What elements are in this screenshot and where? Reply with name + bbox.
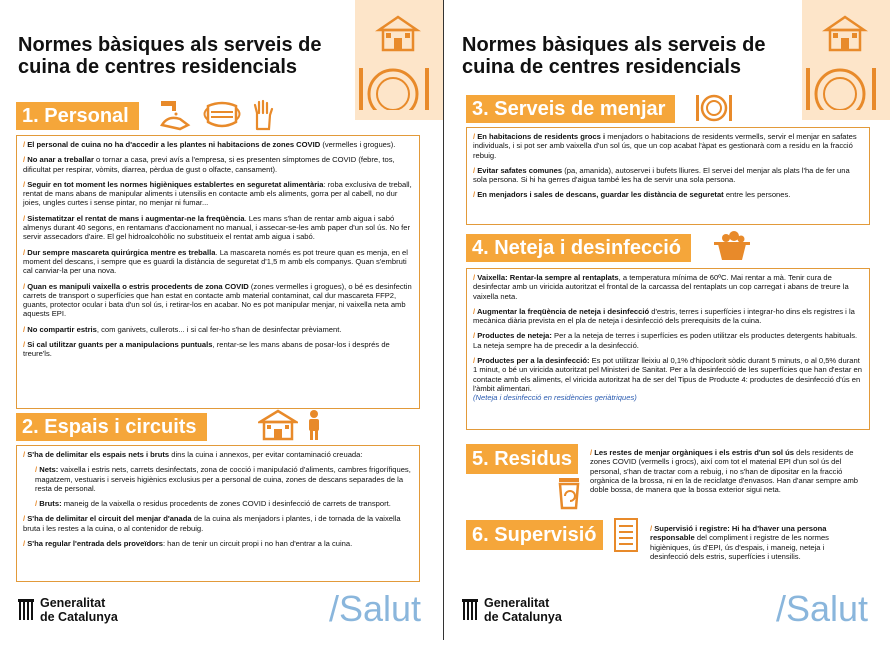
building-icon [258, 409, 298, 441]
logo-line1: Generalitat [40, 596, 106, 610]
rule-item: / Vaixella: Rentar-la sempre al rentaplats, a temperatura mínima de 60ºC. Mai rentar a mà. Tenir cura de desinfectar amb un viricida autoritzat el frontal de la carcassa del rentaplats un cop carregat i abans de treure la vaixella neta. [473, 273, 849, 301]
neteja-guide-link[interactable]: (Neteja i desinfecció en residències geriàtriques) [473, 393, 637, 403]
generalitat-logo [18, 596, 118, 624]
page-title: Normes bàsiques als serveis de cuina de centres residencials [462, 34, 766, 78]
decorative-corner [355, 0, 443, 120]
supervisio-text: / Supervisió i registre: Hi ha d'haver una persona responsable del compliment i registre de les normes higièniques, ús d'EPI, ús d'espais, i maneig, neteja i desinfecció dels estris, superfícies i utensilis. [644, 520, 870, 572]
section-heading-serveis: 3. Serveis de menjar [466, 95, 675, 123]
hand-washing-icon [158, 99, 192, 131]
plate-cutlery-icon [800, 64, 880, 110]
salut-wordmark: /Salut [328, 588, 421, 629]
person-icon [306, 409, 322, 441]
checklist-icon [614, 518, 638, 552]
rule-item: / S'ha regular l'entrada dels proveïdors: han de tenir un circuit propi i no han d'entrar a la cuina. [23, 539, 353, 549]
logo-line2: de Catalunya [484, 610, 562, 624]
page-title: Normes bàsiques als serveis de cuina de centres residencials [18, 34, 322, 78]
serveis-rules-box [466, 127, 870, 225]
rule-item: / Quan es manipuli vaixella o estris procedents de zona COVID (zones vermelles i grogues), o bé es desinfectin carrets de transport o superfícies que han estat en contacte amb material contaminat, cal dur mascareta FFP2, guants, protector ocular i bata d'un sol ús, i retirar-los en acabar. No es pot manipular menjar, ni vaixella neta amb aquests EPI. [23, 281, 412, 319]
glove-icon [252, 99, 274, 131]
section-heading-espais: 2. Espais i circuits [16, 413, 207, 441]
personal-rules-box [16, 135, 420, 409]
section-heading-neteja: 4. Neteja i desinfecció [466, 234, 691, 262]
salut-wordmark: /Salut [775, 588, 868, 629]
rule-item: / Augmentar la freqüència de neteja i desinfecció d'estris, terres i superfícies i integrar-ho dins els registres i la mecànica diària prevista en el pla de neteja i desinfecció dels prerequisits de la cuina. [473, 306, 855, 326]
rule-item: / No anar a treballar o tornar a casa, previ avís a l'empresa, si es presenten símptomes de COVID (febre, tos, dificultat per respirar, vòmits, diarrea, pèrdua de gust o olfacte, cansament). [23, 155, 395, 174]
rule-item: / Evitar safates comunes (pa, amanida), autoservei i bufets lliures. El servei del menjar als plats l'ha de fer una sola persona. Si hi ha gerres d'aigua també les ha de servir una sola persona. [473, 165, 850, 185]
residus-text: / Les restes de menjar orgàniques i els estris d'un sol ús dels residents de zones COVID (vermells i grocs), així com tot el material EPI d'un sol ús del personal, s'han de tractar com a rebuig, i no s'han de dipositar en la fracció orgànica de la brossa, ni en la de reciclatge d'envasos. Han d'anar sempre amb doble bossa, de manera que la bossa exterior sigui neta. [584, 444, 870, 514]
rule-item: / En menjadors i sales de descans, guardar les distància de seguretat entre les persones. [473, 190, 791, 200]
personal-icons [158, 98, 274, 132]
left-page [0, 0, 444, 640]
rule-subitem: / Bruts: maneig de la vaixella o residus procedents de zones COVID i desinfecció de carrets de transport. [35, 499, 391, 509]
plate-cutlery-icon [353, 64, 433, 110]
rule-subitem: / Nets: vaixella i estris nets, carrets desinfectats, zona de cocció i manipulació d'aliments, cambres frigorífiques, magatzem, vestuaris i serveis higiènics exclusius per a personal de cuina, zones de descans separades de la resta de personal. [35, 465, 411, 493]
decorative-corner [802, 0, 890, 120]
plate-icon [694, 92, 734, 124]
rule-item: / El personal de cuina no ha d'accedir a les plantes ni habitacions de zones COVID (vermelles i grogues). [23, 140, 396, 149]
neteja-rules-box [466, 268, 870, 430]
espais-icons [258, 408, 322, 442]
generalitat-logo [462, 596, 562, 624]
face-mask-icon [200, 100, 244, 130]
logo-line1: Generalitat [484, 596, 550, 610]
house-icon [375, 14, 421, 52]
rule-item: / S'ha de delimitar els espais nets i bruts dins la cuina i annexos, per evitar contaminació creuada: [23, 450, 363, 459]
rule-item: / Productes per a la desinfecció: Es pot utilitzar lleixiu al 0,1% d'hipoclorit sòdic durant 5 minuts, o al 0,5% durant 1 minut, o bé un viricida autoritzat pel Ministeri de Sanitat. Per a la desinfecció de les superfícies que han d'estar en contacte amb els aliments, el viricida autoritzat ha de ser del Tipus de Producte 4: productes de desinfecció d'ús en l'àmbit alimentari. [473, 356, 862, 393]
cleaning-bucket-icon [712, 230, 752, 262]
rule-item: / Productes de neteja: Per a la neteja de terres i superfícies es poden utilitzar els productes detergents habituals. La neteja sempre ha de precedir a la desinfecció. [473, 331, 858, 350]
section-heading-supervisio: 6. Supervisió [466, 520, 603, 550]
logo-line2: de Catalunya [40, 610, 118, 624]
rule-item: / Dur sempre mascareta quirúrgica mentre es treballa. La mascareta només es pot treure quan es menja, en el moment del descans, i sempre que es guardi la distància de seguretat d'1,5 m amb els companys. Quan s'embruti cal canviar-la per una nova. [23, 247, 408, 276]
senyera-icon [462, 599, 478, 621]
section-heading-residus: 5. Residus [466, 444, 578, 474]
rule-item: / En habitacions de residents grocs i menjadors o habitacions de residents vermells, servir el menjar en safates individuals, i si pot ser amb vaixella d'un sol ús, que un cop acabat l'àpat es gestionarà com a residu en la fracció rebuig. [473, 132, 857, 160]
rule-item: / Si cal utilitzar guants per a manipulacions puntuals, rentar-se les mans abans de posar-los i després de treure'ls. [23, 340, 390, 359]
recycling-bin-icon [556, 476, 582, 510]
rule-item: / S'ha de delimitar el circuit del menjar d'anada de la cuina als menjadors i plantes, i de tornada de la vaixella bruta i les restes a la cuina, o al contenidor de rebuig. [23, 514, 401, 533]
rule-item: / Sistematitzar el rentat de mans i augmentar-ne la freqüència. Les mans s'han de rentar amb aigua i sabó almenys durant 40 segons, en rentamans d'accionament no manual, i assecar-se-les amb paper d'un sol ús. No fer servir assecadors d'aire. El gel hidroalcohòlic no substitueix el rentat amb aigua i sabó. [23, 213, 411, 242]
rule-item: / No compartir estris, com ganivets, cullerots... i si cal fer-ho s'han de desinfectar prèviament. [23, 324, 342, 334]
senyera-icon [18, 599, 34, 621]
section-heading-personal: 1. Personal [16, 102, 139, 130]
espais-rules-box [16, 445, 420, 582]
rule-item: / Seguir en tot moment les normes higièniques establertes en seguretat alimentària: roba exclusiva de treball, rentat de mans abans de manipular aliments i utensilis en contacte amb els aliments, gorra per al cabell, no dur joies, ungles curtes i sense pintar, no menjar ni fumar... [23, 179, 412, 208]
right-page [444, 0, 890, 640]
house-icon [822, 14, 868, 52]
